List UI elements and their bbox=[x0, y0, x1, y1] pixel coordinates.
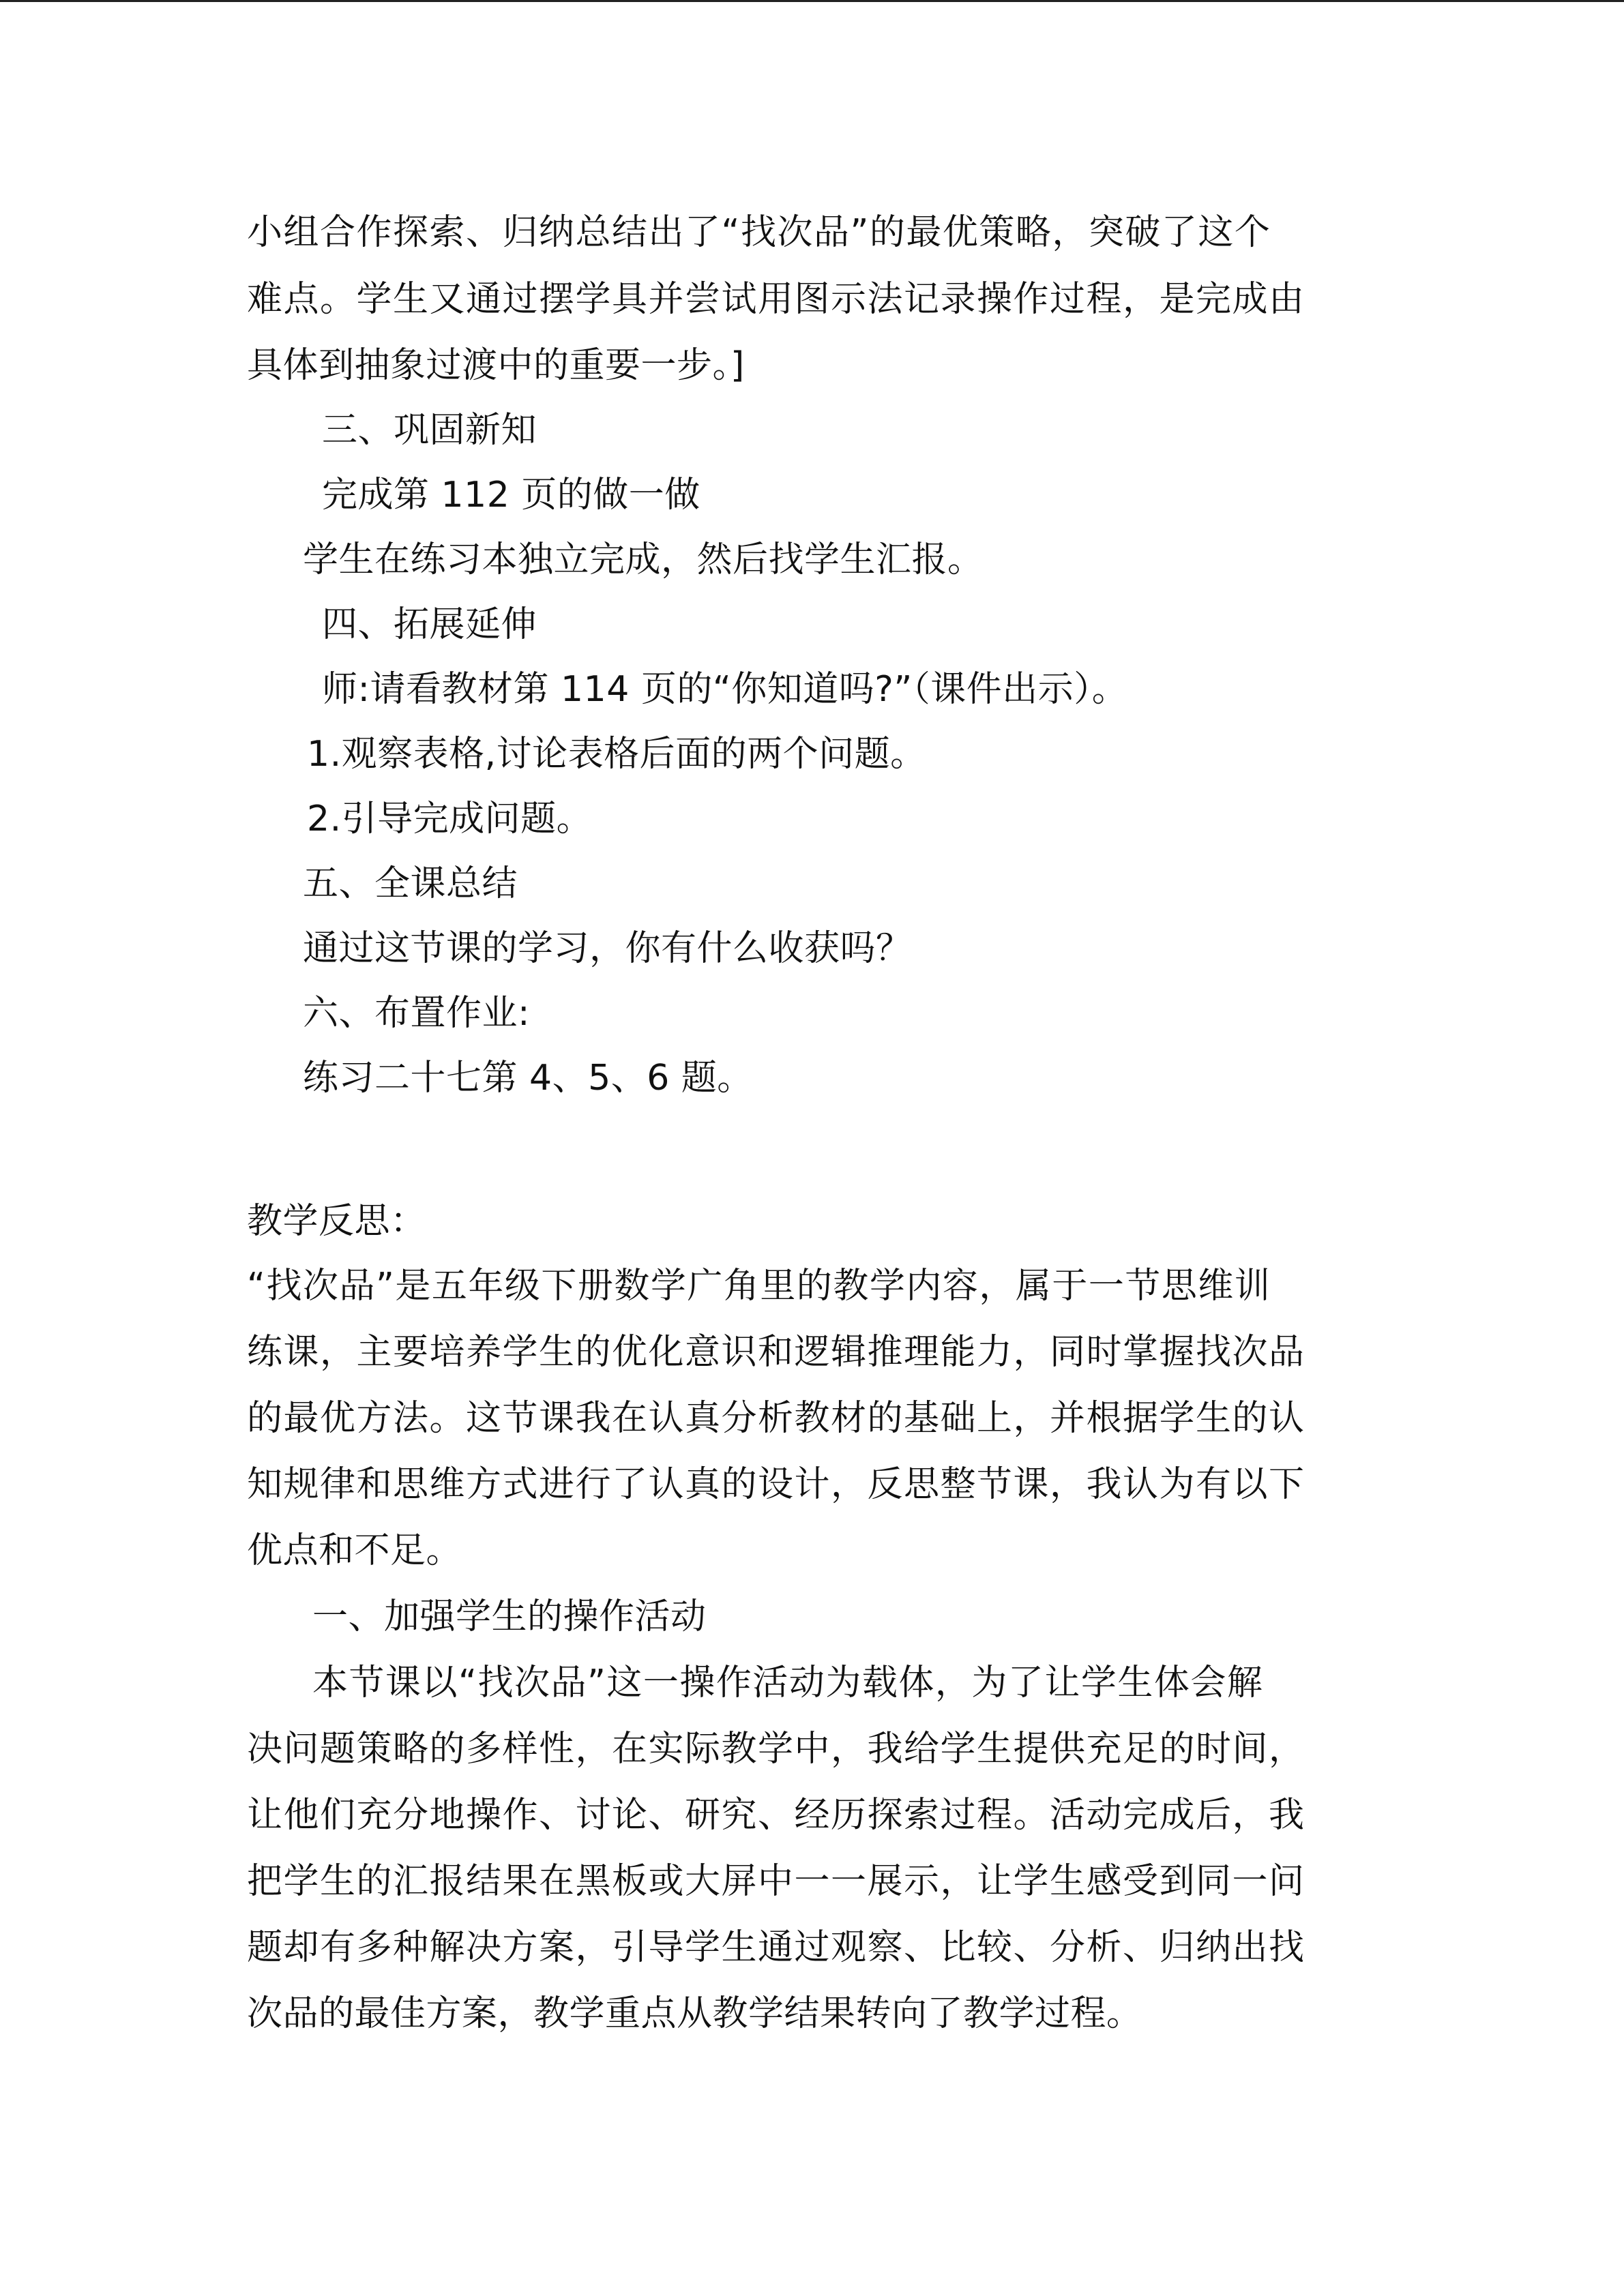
text-line: 知规律和思维方式进行了认真的设计，反思整节课，我认为有以下 bbox=[247, 1464, 1305, 1505]
section-heading: 四、拓展延伸 bbox=[322, 604, 537, 645]
text-line: 把学生的汇报结果在黑板或大屏中一一展示，让学生感受到同一问 bbox=[247, 1861, 1305, 1902]
section-heading: 三、巩固新知 bbox=[322, 410, 537, 451]
text-line: 让他们充分地操作、讨论、研究、经历探索过程。活动完成后，我 bbox=[247, 1795, 1305, 1836]
text-line: 完成第 112 页的做一做 bbox=[322, 475, 700, 516]
section-heading: 五、全课总结 bbox=[303, 863, 518, 904]
text-line: 题却有多种解决方案，引导学生通过观察、比较、分析、归纳出找 bbox=[247, 1927, 1305, 1968]
text-line: 优点和不足。 bbox=[247, 1530, 462, 1571]
reflection-heading: 教学反思： bbox=[247, 1201, 426, 1242]
text-line: 学生在练习本独立完成，然后找学生汇报。 bbox=[303, 539, 984, 580]
text-line: 的最优方法。这节课我在认真分析教材的基础上，并根据学生的认 bbox=[247, 1398, 1305, 1439]
section-heading: 六、布置作业: bbox=[303, 993, 531, 1034]
text-line: 决问题策略的多样性，在实际教学中，我给学生提供充足的时间， bbox=[247, 1729, 1305, 1770]
text-line: 本节课以“找次品”这一操作活动为载体，为了让学生体会解 bbox=[312, 1663, 1264, 1703]
text-line: 难点。学生又通过摆学具并尝试用图示法记录操作过程，是完成由 bbox=[247, 279, 1305, 320]
section-heading: 一、加强学生的操作活动 bbox=[312, 1596, 707, 1637]
text-line: 次品的最佳方案，教学重点从教学结果转向了教学过程。 bbox=[247, 1993, 1142, 2034]
page-top-border bbox=[0, 0, 1624, 2]
text-line: 小组合作探索、归纳总结出了“找次品”的最优策略，突破了这个 bbox=[247, 212, 1271, 253]
text-line: 练习二十七第 4、5、6 题。 bbox=[303, 1058, 753, 1099]
text-line: 通过这节课的学习，你有什么收获吗？ bbox=[303, 928, 912, 969]
text-line: 练课，主要培养学生的优化意识和逻辑推理能力，同时掌握找次品 bbox=[247, 1332, 1305, 1373]
text-line: 师:请看教材第 114 页的“你知道吗?”（课件出示）。 bbox=[322, 669, 1128, 710]
text-line: 具体到抽象过渡中的重要一步。] bbox=[247, 345, 745, 386]
list-item: 2.引导完成问题。 bbox=[307, 799, 593, 839]
text-line: “找次品”是五年级下册数学广角里的教学内容，属于一节思维训 bbox=[247, 1266, 1271, 1307]
list-item: 1.观察表格,讨论表格后面的两个问题。 bbox=[307, 734, 926, 775]
